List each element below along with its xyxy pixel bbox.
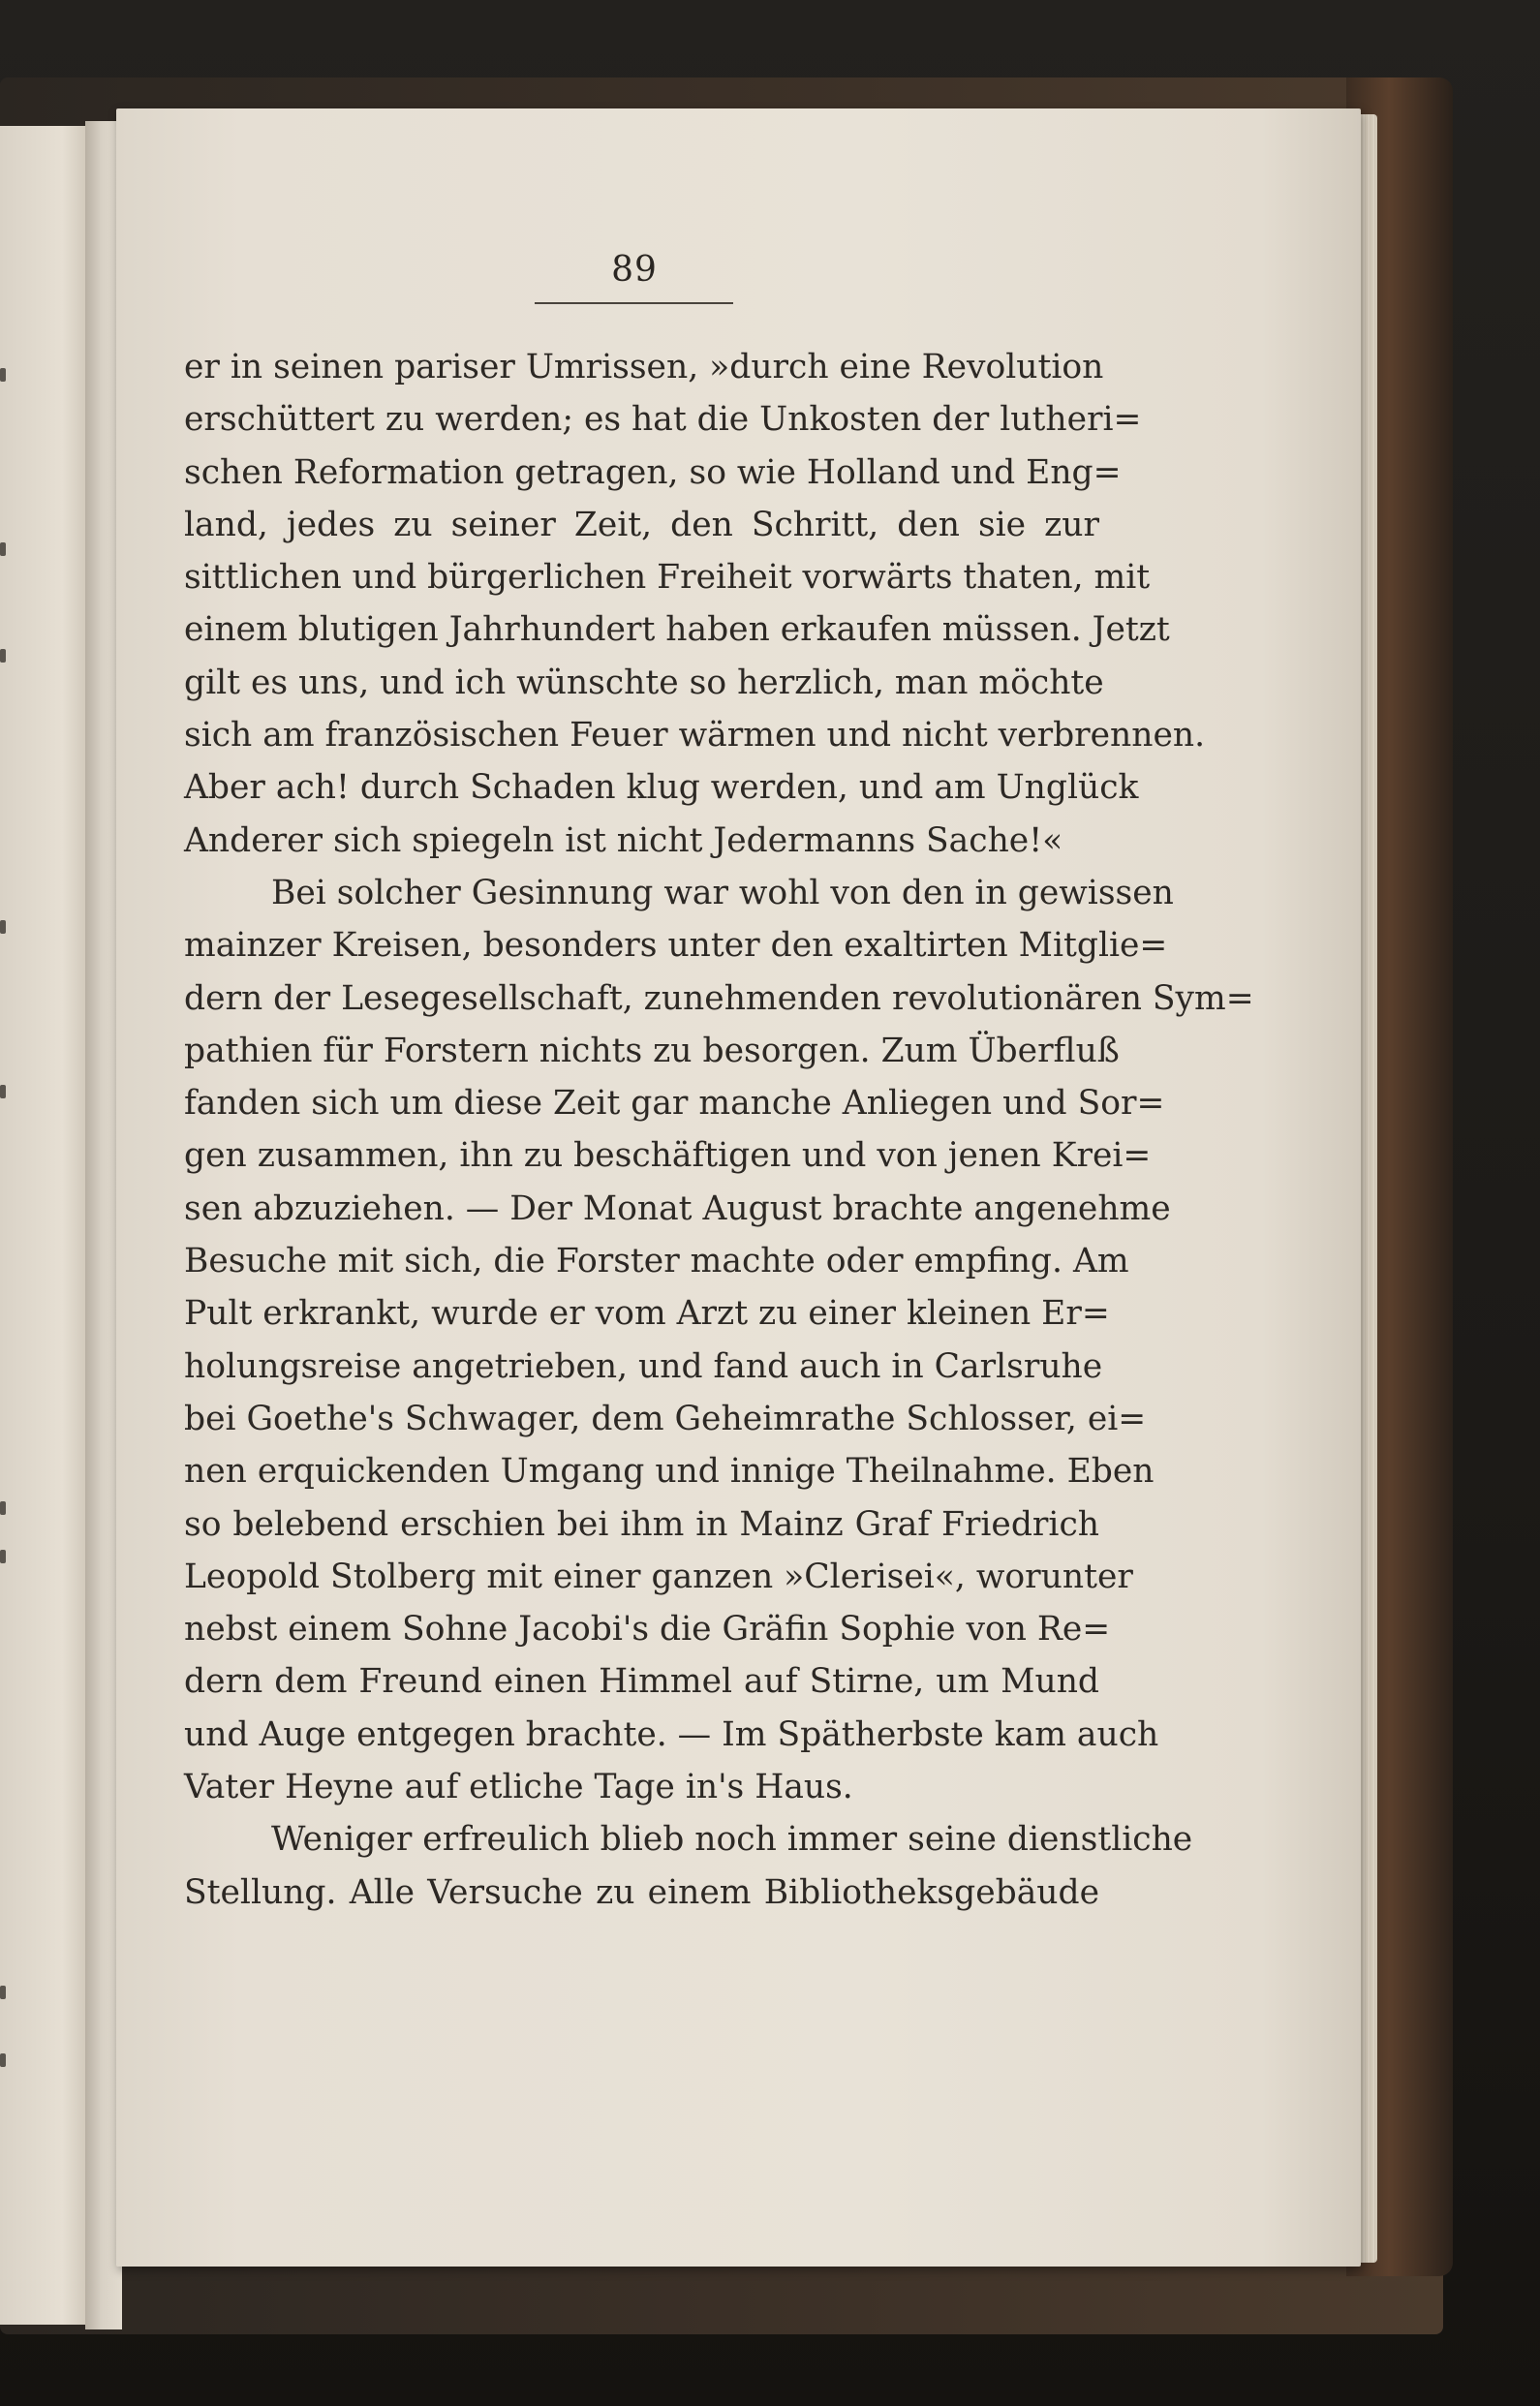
edge-mark	[0, 368, 6, 382]
text-line: Besuche mit sich, die Forster machte oder empfing. Am	[184, 1242, 1129, 1281]
edge-mark	[0, 1986, 6, 1999]
page-number-rule	[535, 302, 733, 304]
text-line: pathien für Forstern nichts zu besorgen. Zum Überfluß	[184, 1031, 1120, 1070]
page-number: 89	[611, 250, 658, 290]
text-line: Aber ach! durch Schaden klug werden, und am Unglück	[184, 768, 1139, 808]
text-line: bei Goethe's Schwager, dem Geheimrathe Schlosser, ei=	[184, 1399, 1147, 1438]
edge-mark	[0, 2053, 6, 2067]
text-line: mainzer Kreisen, besonders unter den exaltirten Mitglie=	[184, 926, 1168, 966]
text-line: gen zusammen, ihn zu beschäftigen und von jenen Krei=	[184, 1136, 1152, 1176]
text-line: er in seinen pariser Umrissen, »durch eine Revolution	[184, 348, 1104, 386]
text-line: schen Reformation getragen, so wie Holland und Eng=	[184, 452, 1122, 492]
text-line: Weniger erfreulich blieb noch immer seine dienstliche	[271, 1820, 1193, 1860]
text-line: fanden sich um diese Zeit gar manche Anliegen und Sor=	[184, 1084, 1165, 1124]
edge-mark	[0, 1550, 6, 1563]
text-line: gilt es uns, und ich wünschte so herzlich, man möchte	[184, 663, 1104, 702]
text-line: und Auge entgegen brachte. — Im Spätherbste kam auch	[184, 1714, 1159, 1754]
text-line: Vater Heyne auf etliche Tage in's Haus.	[184, 1768, 853, 1807]
text-line: Stellung. Alle Versuche zu einem Bibliotheksgebäude	[184, 1872, 1099, 1912]
text-line: Bei solcher Gesinnung war wohl von den in gewissen	[271, 873, 1174, 912]
text-line: so belebend erschien bei ihm in Mainz Graf Friedrich	[184, 1504, 1099, 1544]
text-line: dern dem Freund einen Himmel auf Stirne, um Mund	[184, 1662, 1099, 1702]
edge-mark	[0, 920, 6, 934]
text-line: einem blutigen Jahrhundert haben erkaufen müssen. Jetzt	[184, 610, 1170, 650]
text-line: dern der Lesegesellschaft, zunehmenden revolutionären Sym=	[184, 978, 1254, 1018]
edge-mark	[0, 1501, 6, 1515]
edge-mark	[0, 542, 6, 556]
body-text	[184, 341, 1254, 1919]
text-line: land, jedes zu seiner Zeit, den Schritt, den sie zur	[184, 505, 1099, 544]
edge-mark	[0, 649, 6, 663]
text-line: Anderer sich spiegeln ist nicht Jedermanns Sache!«	[184, 820, 1063, 860]
previous-page-edge	[0, 126, 89, 2325]
text-line: Pult erkrankt, wurde er vom Arzt zu einer kleinen Er=	[184, 1294, 1110, 1334]
text-line: nen erquickenden Umgang und innige Theilnahme. Eben	[184, 1452, 1155, 1492]
edge-mark	[0, 1085, 6, 1098]
text-line: nebst einem Sohne Jacobi's die Gräfin Sophie von Re=	[184, 1610, 1111, 1650]
text-line: sittlichen und bürgerlichen Freiheit vorwärts thaten, mit	[184, 558, 1151, 598]
text-line: holungsreise angetrieben, und fand auch in Carlsruhe	[184, 1346, 1103, 1386]
text-line: sich am französischen Feuer wärmen und nicht verbrennen.	[184, 716, 1206, 756]
text-line: sen abzuziehen. — Der Monat August brachte angenehme	[184, 1188, 1171, 1228]
text-line: erschüttert zu werden; es hat die Unkosten der lutheri=	[184, 400, 1142, 440]
text-line: Leopold Stolberg mit einer ganzen »Clerisei«, worunter	[184, 1557, 1133, 1596]
